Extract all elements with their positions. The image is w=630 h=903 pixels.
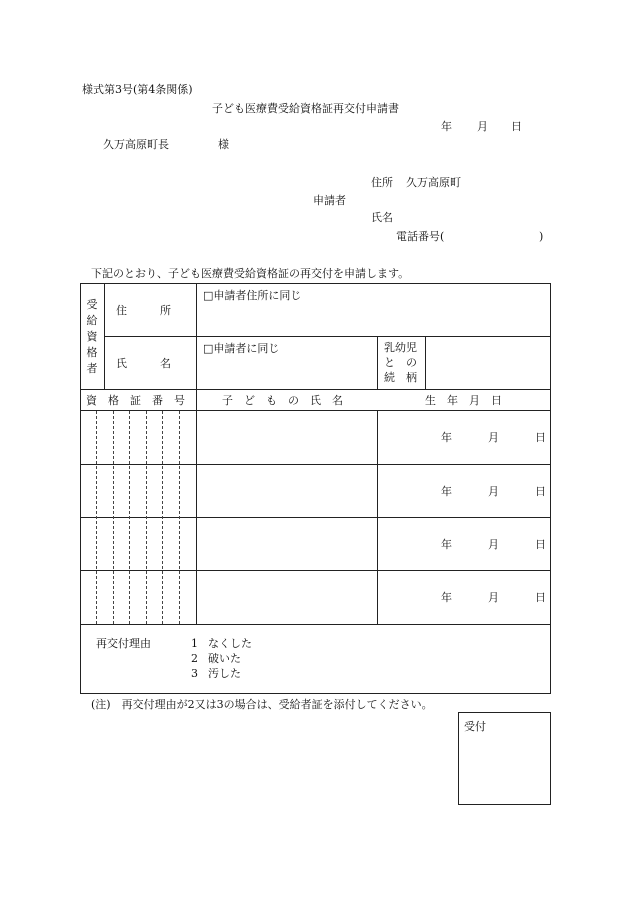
application-table	[80, 283, 551, 694]
col-child-name: 子 ど も の 氏 名	[222, 394, 343, 407]
recipient-label: 受給資格者	[86, 298, 98, 375]
col-birthdate: 生 年 月 日	[425, 394, 502, 407]
row1-day: 日	[535, 431, 546, 444]
row3-year: 年	[441, 538, 452, 551]
intro-text: 下記のとおり、子ども医療費受給資格証の再交付を申請します。	[91, 267, 410, 280]
reason-3-text: 汚した	[208, 667, 241, 680]
reason-2-text: 破いた	[208, 652, 241, 665]
row2-year: 年	[441, 485, 452, 498]
reason-2-number: 2	[191, 652, 198, 665]
address-label: 住 所	[116, 304, 171, 317]
applicant-name-label: 氏名	[371, 211, 393, 224]
form-number: 様式第3号(第4条関係)	[82, 83, 193, 96]
row3-day: 日	[535, 538, 546, 551]
row1-year: 年	[441, 431, 452, 444]
date-year-label: 年	[441, 120, 452, 133]
reason-1-text: なくした	[208, 637, 252, 650]
row1-month: 月	[488, 431, 499, 444]
reason-3-number: 3	[191, 667, 198, 680]
cert-digit-divider	[146, 411, 147, 624]
note-text: (注) 再交付理由が2又は3の場合は、受給者証を添付してください。	[91, 698, 433, 711]
col-cert-number: 資 格 証 番 号	[86, 394, 185, 407]
reception-label: 受付	[464, 720, 486, 733]
applicant-phone-label: 電話番号(	[396, 230, 445, 243]
name-same-checkbox[interactable]: □申請者に同じ	[203, 342, 280, 355]
cert-digit-divider	[113, 411, 114, 624]
row2-month: 月	[488, 485, 499, 498]
applicant-address-value: 久万高原町	[406, 176, 461, 189]
addressee: 久万高原町長	[103, 138, 169, 151]
date-month-label: 月	[477, 120, 488, 133]
row4-month: 月	[488, 591, 499, 604]
cert-digit-divider	[179, 411, 180, 624]
relation-label-2: と の	[384, 356, 417, 369]
row4-day: 日	[535, 591, 546, 604]
date-day-label: 日	[511, 120, 522, 133]
cert-digit-divider	[96, 411, 97, 624]
row2-day: 日	[535, 485, 546, 498]
reason-label: 再交付理由	[96, 637, 151, 650]
address-same-checkbox[interactable]: □申請者住所に同じ	[203, 289, 302, 302]
applicant-label: 申請者	[313, 194, 346, 207]
cert-digit-divider	[162, 411, 163, 624]
row3-month: 月	[488, 538, 499, 551]
honorific: 様	[218, 138, 229, 151]
row4-year: 年	[441, 591, 452, 604]
cert-digit-divider	[129, 411, 130, 624]
applicant-address-label: 住所	[371, 176, 393, 189]
relation-label-3: 続 柄	[384, 371, 417, 384]
applicant-phone-close: )	[539, 230, 544, 243]
relation-label-1: 乳幼児	[384, 341, 417, 354]
name-label: 氏 名	[116, 357, 171, 370]
reason-1-number: 1	[191, 637, 198, 650]
document-title: 子ども医療費受給資格証再交付申請書	[212, 102, 399, 115]
